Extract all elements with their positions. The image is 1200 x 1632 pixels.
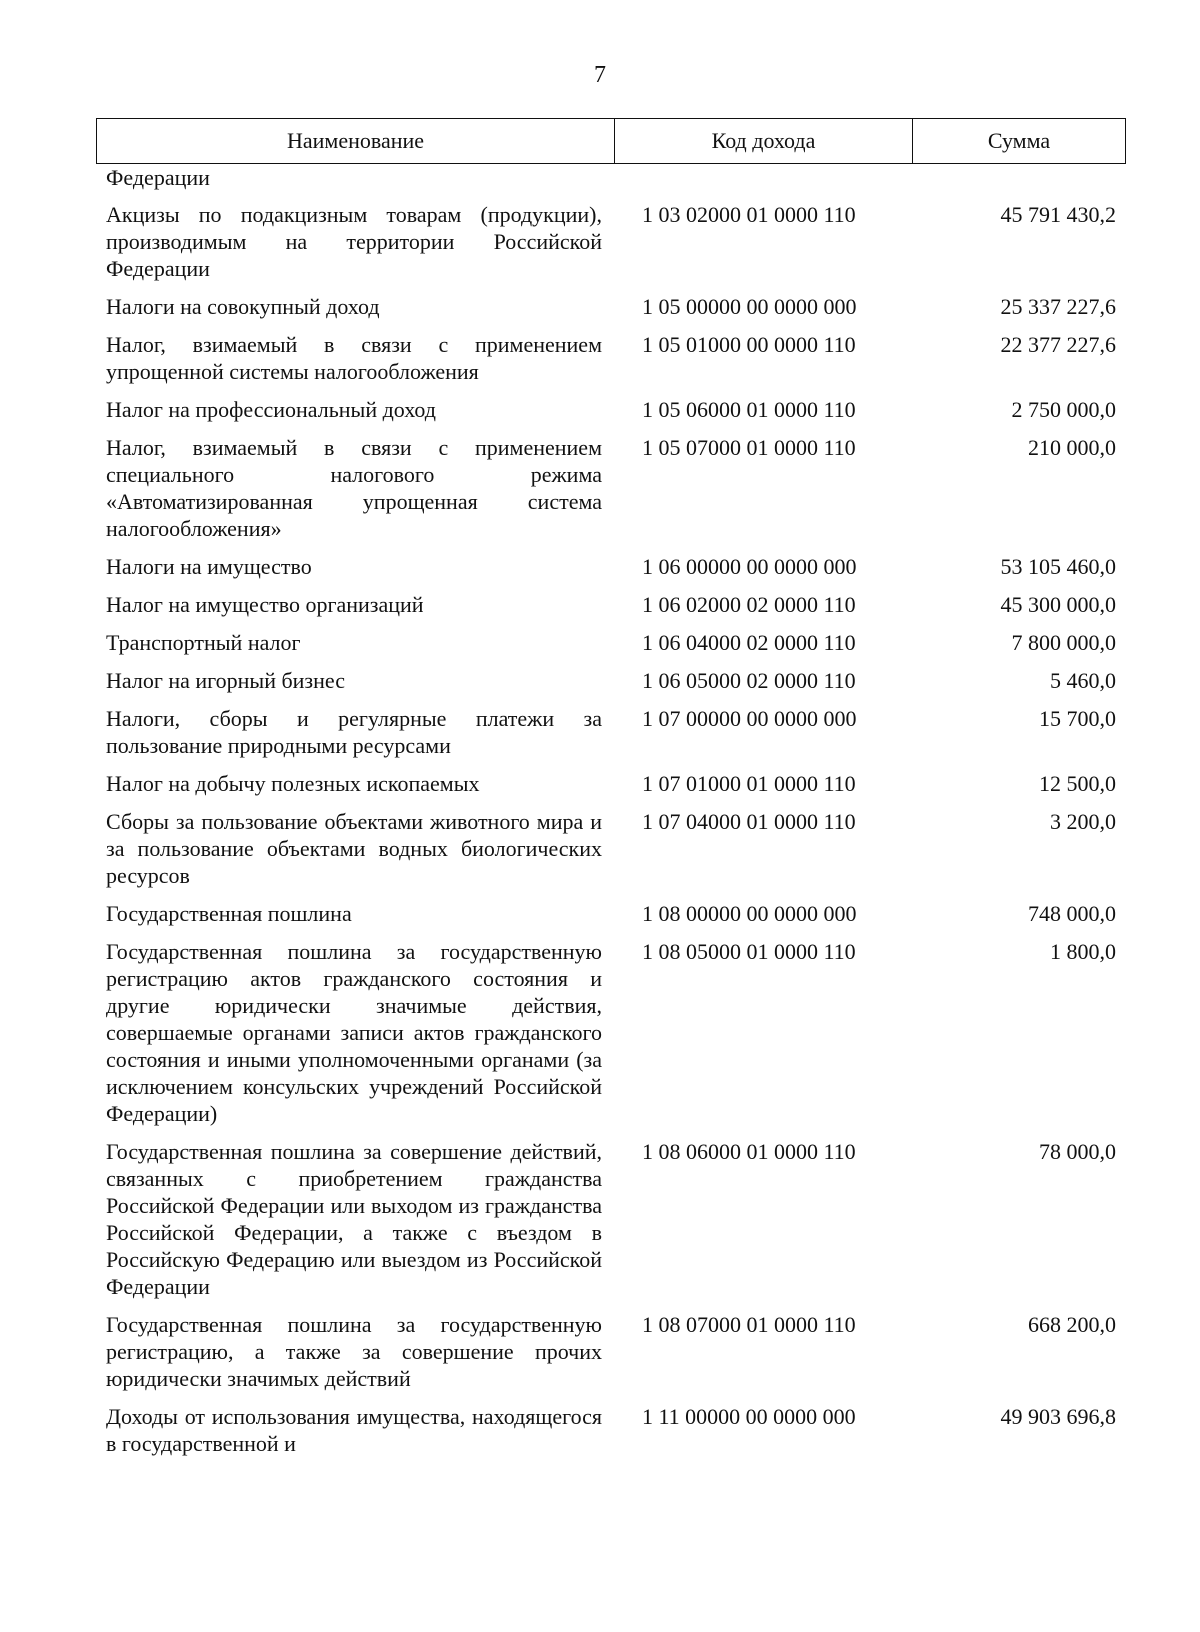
table-row bbox=[106, 900, 1122, 927]
row-name: Государственная пошлина за государственную регистрацию, а также за совершение прочих юридически значимых действий bbox=[106, 1312, 602, 1391]
table-header bbox=[96, 118, 1126, 164]
row-sum: 7 800 000,0 bbox=[1011, 630, 1116, 655]
header-code: Код дохода bbox=[615, 119, 913, 163]
table-row bbox=[106, 434, 1122, 542]
table-row bbox=[106, 164, 1122, 191]
table-row bbox=[106, 591, 1122, 618]
row-sum: 748 000,0 bbox=[1028, 901, 1116, 926]
row-code: 1 07 01000 01 0000 110 bbox=[642, 771, 856, 796]
row-code: 1 05 06000 01 0000 110 bbox=[642, 397, 856, 422]
row-name: Федерации bbox=[106, 165, 210, 190]
row-sum: 210 000,0 bbox=[1028, 435, 1116, 460]
row-name: Налоги, сборы и регулярные платежи за пользование природными ресурсами bbox=[106, 706, 602, 758]
row-code: 1 08 06000 01 0000 110 bbox=[642, 1139, 856, 1164]
table-row bbox=[106, 1138, 1122, 1300]
row-sum: 25 337 227,6 bbox=[1000, 294, 1116, 319]
row-name: Налог на имущество организаций bbox=[106, 592, 424, 617]
row-name: Налог, взимаемый в связи с применением упрощенной системы налогообложения bbox=[106, 332, 602, 384]
row-sum: 78 000,0 bbox=[1039, 1139, 1116, 1164]
row-code: 1 05 00000 00 0000 000 bbox=[642, 294, 857, 319]
table-body bbox=[106, 164, 1122, 1468]
row-name: Налог на профессиональный доход bbox=[106, 397, 436, 422]
row-code: 1 06 02000 02 0000 110 bbox=[642, 592, 856, 617]
header-name: Наименование bbox=[97, 119, 615, 163]
row-code: 1 06 04000 02 0000 110 bbox=[642, 630, 856, 655]
row-code: 1 07 04000 01 0000 110 bbox=[642, 809, 856, 834]
table-row bbox=[106, 293, 1122, 320]
row-sum: 49 903 696,8 bbox=[1000, 1404, 1116, 1429]
row-name: Государственная пошлина за совершение действий, связанных с приобретением гражданства Российской Федерации или выходом из гражданства Российской Федерации, а также с въездом в Российскую Федерацию или выездом из Российской Федерации bbox=[106, 1139, 602, 1299]
row-code: 1 08 05000 01 0000 110 bbox=[642, 939, 856, 964]
row-code: 1 08 00000 00 0000 000 bbox=[642, 901, 857, 926]
table-row bbox=[106, 1403, 1122, 1457]
row-sum: 1 800,0 bbox=[1050, 939, 1116, 964]
table-row bbox=[106, 705, 1122, 759]
row-code: 1 05 07000 01 0000 110 bbox=[642, 435, 856, 460]
row-name: Налоги на имущество bbox=[106, 554, 312, 579]
row-code: 1 08 07000 01 0000 110 bbox=[642, 1312, 856, 1337]
row-code: 1 05 01000 00 0000 110 bbox=[642, 332, 856, 357]
table-row bbox=[106, 201, 1122, 282]
page-number: 7 bbox=[594, 62, 606, 88]
row-code: 1 11 00000 00 0000 000 bbox=[642, 1404, 856, 1429]
row-sum: 45 300 000,0 bbox=[1000, 592, 1116, 617]
table-row bbox=[106, 331, 1122, 385]
row-sum: 2 750 000,0 bbox=[1011, 397, 1116, 422]
row-sum: 53 105 460,0 bbox=[1000, 554, 1116, 579]
row-sum: 12 500,0 bbox=[1039, 771, 1116, 796]
row-sum: 3 200,0 bbox=[1050, 809, 1116, 834]
table-row bbox=[106, 396, 1122, 423]
row-name: Налог на игорный бизнес bbox=[106, 668, 345, 693]
row-name: Налоги на совокупный доход bbox=[106, 294, 380, 319]
row-code: 1 03 02000 01 0000 110 bbox=[642, 202, 856, 227]
row-name: Сборы за пользование объектами животного мира и за пользование объектами водных биологических ресурсов bbox=[106, 809, 602, 888]
row-name: Налог, взимаемый в связи с применением специального налогового режима «Автоматизированная упрощенная система налогообложения» bbox=[106, 435, 602, 541]
table-row bbox=[106, 553, 1122, 580]
table-row bbox=[106, 770, 1122, 797]
table-row bbox=[106, 1311, 1122, 1392]
row-code: 1 06 00000 00 0000 000 bbox=[642, 554, 857, 579]
row-code: 1 07 00000 00 0000 000 bbox=[642, 706, 857, 731]
row-name: Акцизы по подакцизным товарам (продукции), производимым на территории Российской Федерации bbox=[106, 202, 602, 281]
row-sum: 15 700,0 bbox=[1039, 706, 1116, 731]
row-name: Налог на добычу полезных ископаемых bbox=[106, 771, 480, 796]
row-sum: 5 460,0 bbox=[1050, 668, 1116, 693]
row-name: Доходы от использования имущества, находящегося в государственной и bbox=[106, 1404, 602, 1456]
row-sum: 22 377 227,6 bbox=[1000, 332, 1116, 357]
row-name: Транспортный налог bbox=[106, 630, 301, 655]
row-sum: 45 791 430,2 bbox=[1000, 202, 1116, 227]
table-row bbox=[106, 667, 1122, 694]
header-sum: Сумма bbox=[987, 128, 1051, 153]
table-row bbox=[106, 938, 1122, 1127]
row-code: 1 06 05000 02 0000 110 bbox=[642, 668, 856, 693]
table-row bbox=[106, 629, 1122, 656]
table-row bbox=[106, 808, 1122, 889]
row-name: Государственная пошлина за государственную регистрацию актов гражданского состояния и другие юридически значимые действия, совершаемые органами записи актов гражданского состояния и иными уполномоченными органами (за исключением консульских учреждений Российской Федерации) bbox=[106, 939, 602, 1126]
row-sum: 668 200,0 bbox=[1028, 1312, 1116, 1337]
row-name: Государственная пошлина bbox=[106, 901, 352, 926]
